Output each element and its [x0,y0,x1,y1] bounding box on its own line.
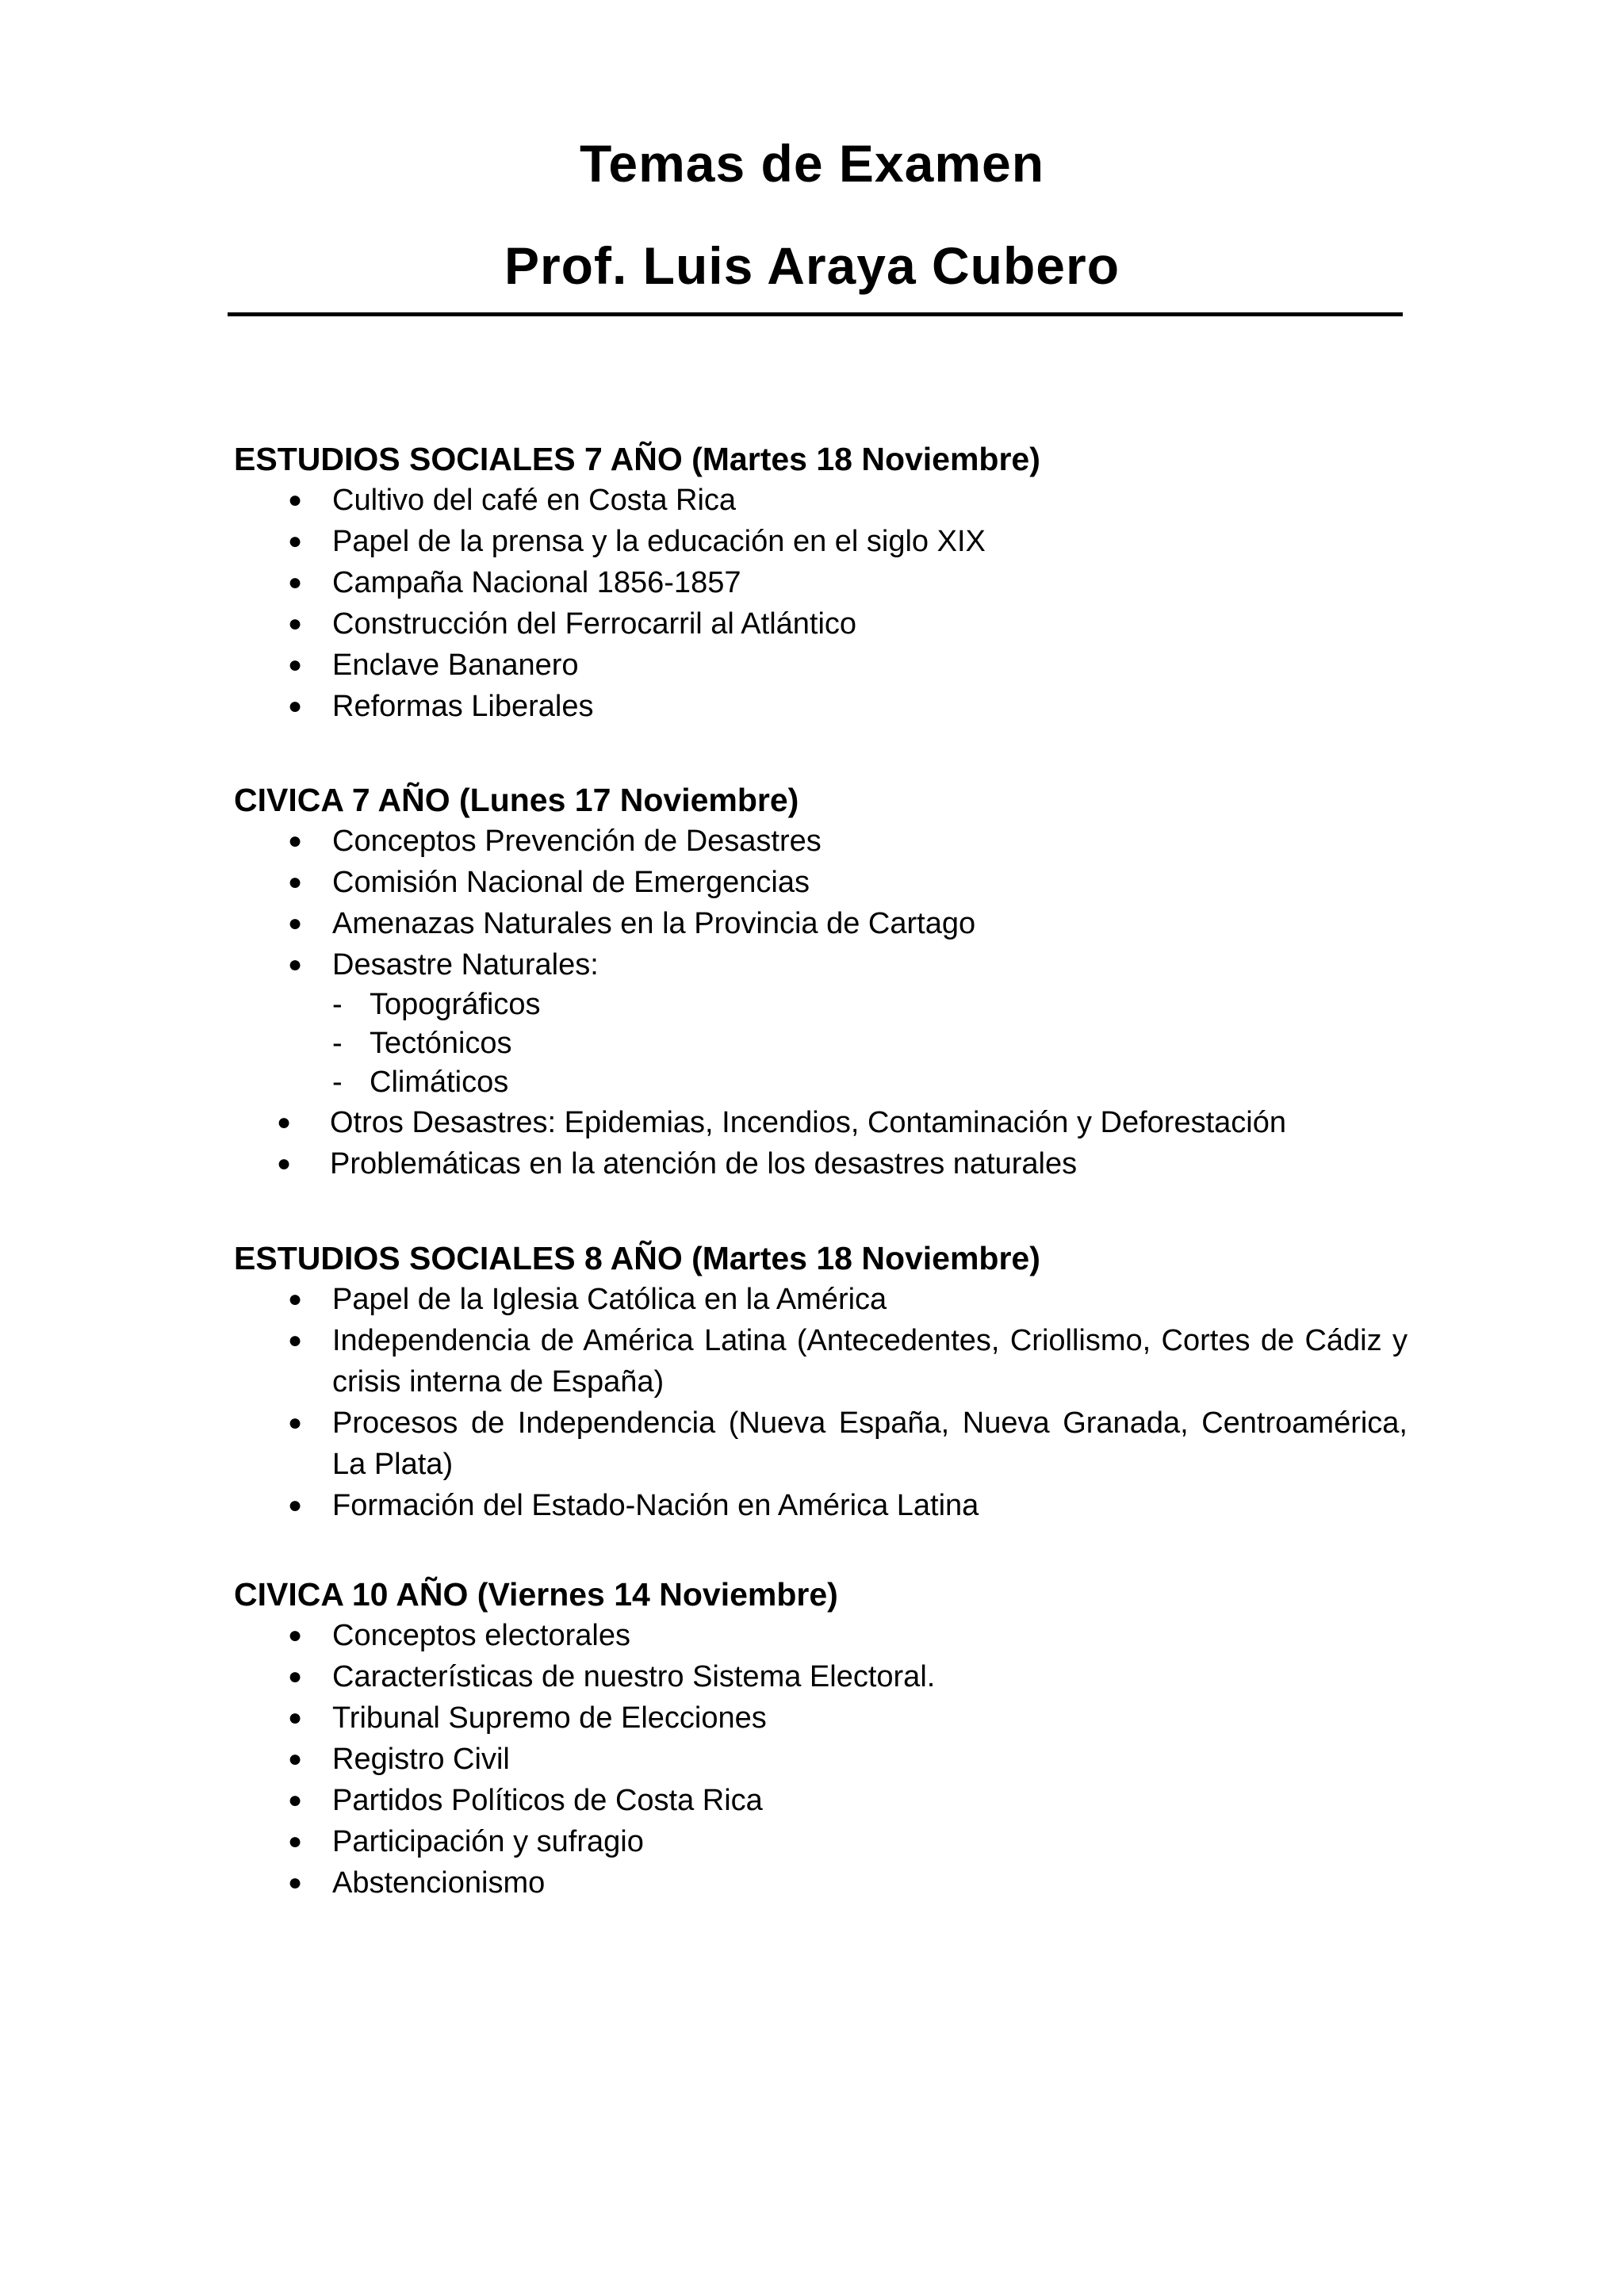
list-item: ● Abstencionismo [234,1862,1408,1904]
bullet-icon: ● [288,910,303,936]
dash-icon: - [332,1066,343,1099]
bullet-icon: ● [288,693,303,719]
bullet-icon: ● [288,1410,303,1436]
list-item: ● Características de nuestro Sistema Electoral. [234,1656,1408,1697]
bullet-icon: ● [277,1109,292,1135]
sub-list-item: - Topográficos [234,985,1408,1024]
bullet-icon: ● [288,1705,303,1731]
bullet-icon: ● [288,569,303,595]
section-estudios-sociales-7 [234,438,1408,727]
list-item: ● Amenazas Naturales en la Provincia de Cartago [234,903,1408,944]
bullet-icon: ● [288,1286,303,1312]
document-subtitle: Prof. Luis Araya Cubero [504,236,1120,295]
list-item: ● Construcción del Ferrocarril al Atlántico [234,603,1408,645]
bullet-icon: ● [288,951,303,978]
list-item: ● Problemáticas en la atención de los desastres naturales [234,1143,1405,1184]
bullet-icon: ● [288,652,303,678]
bullet-icon: ● [288,1787,303,1813]
list-item: ● Independencia de América Latina (Antecedentes, Criollismo, Cortes de Cádiz y crisis interna de España) [234,1320,1408,1402]
list-item: ● Otros Desastres: Epidemias, Incendios, Contaminación y Deforestación [234,1102,1405,1143]
list-item: ● Registro Civil [234,1739,1408,1780]
section-heading: ESTUDIOS SOCIALES 8 AÑO (Martes 18 Noviembre) [234,1240,1040,1276]
bullet-icon: ● [288,1663,303,1689]
section-civica-10 [234,1574,1408,1904]
bullet-icon: ● [288,828,303,854]
list-item: ● Formación del Estado-Nación en América Latina [234,1485,1408,1526]
sub-list-item: - Climáticos [234,1063,1408,1102]
list-item: ● Partidos Políticos de Costa Rica [234,1780,1408,1821]
bullet-icon: ● [288,1327,303,1353]
bullet-icon: ● [277,1150,292,1177]
list-item: ● Cultivo del café en Costa Rica [234,480,1408,521]
title-divider [228,312,1403,316]
section-civica-7 [234,779,1408,1184]
dash-icon: - [332,1027,343,1060]
list-item: ● Papel de la prensa y la educación en el siglo XIX [234,521,1408,562]
list-item: ● Tribunal Supremo de Elecciones [234,1697,1408,1739]
list-item: ● Comisión Nacional de Emergencias [234,862,1408,903]
list-item: ● Desastre Naturales: [234,944,1408,985]
list-item: ● Enclave Bananero [234,645,1408,686]
bullet-icon: ● [288,1492,303,1518]
list-item: ● Participación y sufragio [234,1821,1408,1862]
section-estudios-sociales-8 [234,1238,1408,1526]
list-item: ● Campaña Nacional 1856-1857 [234,562,1408,603]
list-item: ● Papel de la Iglesia Católica en la América [234,1279,1408,1320]
section-heading: ESTUDIOS SOCIALES 7 AÑO (Martes 18 Noviembre) [234,441,1040,477]
bullet-icon: ● [288,869,303,895]
section-heading: CIVICA 10 AÑO (Viernes 14 Noviembre) [234,1576,838,1613]
list-item: ● Conceptos electorales [234,1615,1408,1656]
bullet-icon: ● [288,1828,303,1854]
bullet-icon: ● [288,528,303,554]
bullet-icon: ● [288,487,303,513]
bullet-icon: ● [288,1746,303,1772]
list-item: ● Procesos de Independencia (Nueva España, Nueva Granada, Centroamérica, La Plata) [234,1402,1408,1485]
list-item: ● Conceptos Prevención de Desastres [234,821,1408,862]
bullet-icon: ● [288,610,303,637]
sub-list-item: - Tectónicos [234,1024,1408,1063]
bullet-icon: ● [288,1869,303,1896]
list-item: ● Reformas Liberales [234,686,1408,727]
document-title: Temas de Examen [579,134,1045,193]
bullet-icon: ● [288,1622,303,1648]
dash-icon: - [332,988,343,1021]
section-heading: CIVICA 7 AÑO (Lunes 17 Noviembre) [234,782,799,818]
